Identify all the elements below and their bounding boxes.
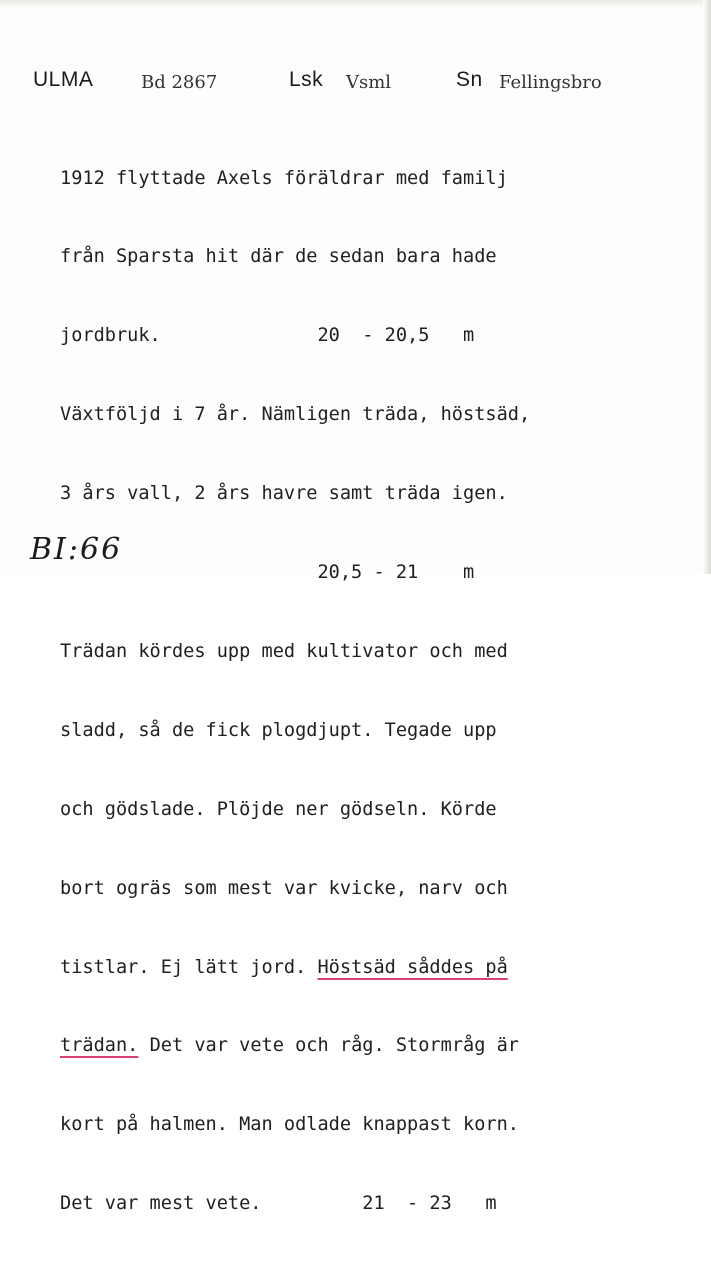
bd-number: Bd 2867 <box>141 72 218 93</box>
text-line: sladd, så de fick plogdjupt. Tegade upp <box>60 719 497 741</box>
typed-text <box>60 113 680 1270</box>
card-right-edge <box>703 0 711 574</box>
text-line: och gödslade. Plöjde ner gödseln. Körde <box>60 798 497 820</box>
text-line-underlined <box>60 955 680 981</box>
sn-value: Fellingsbro <box>499 72 602 93</box>
handwritten-signature: BI:66 <box>30 532 123 567</box>
text-line-underlined <box>60 1033 680 1059</box>
lsk-label: Lsk <box>289 68 324 91</box>
text-segment: tistlar. Ej lätt jord. <box>60 956 318 978</box>
sn-label: Sn <box>456 68 483 91</box>
archive-label: ULMA <box>33 68 94 91</box>
text-line: 1912 flyttade Axels föräldrar med familj <box>60 167 508 189</box>
text-line: 3 års vall, 2 års havre samt träda igen. <box>60 483 508 505</box>
underlined-phrase: trädan. <box>60 1035 139 1057</box>
text-line: Växtföljd i 7 år. Nämligen träda, höstsäd, <box>60 404 531 426</box>
text-line: Trädan kördes upp med kultivator och med <box>60 640 508 662</box>
text-line: kort på halmen. Man odlade knappast korn. <box>60 1114 519 1136</box>
underlined-phrase: Höstsäd såddes på <box>317 956 508 978</box>
text-line: från Sparsta hit där de sedan bara hade <box>60 246 497 268</box>
text-line: Det var mest vete. 21 - 23 m <box>60 1193 497 1215</box>
card-top-edge <box>0 0 711 8</box>
lsk-value: Vsml <box>346 72 392 93</box>
text-line: bort ogräs som mest var kvicke, narv och <box>60 877 508 899</box>
text-line: jordbruk. 20 - 20,5 m <box>60 325 475 347</box>
text-line: 20,5 - 21 m <box>60 562 475 584</box>
text-segment: Det var vete och råg. Stormråg är <box>138 1035 519 1057</box>
card-header <box>33 68 683 98</box>
